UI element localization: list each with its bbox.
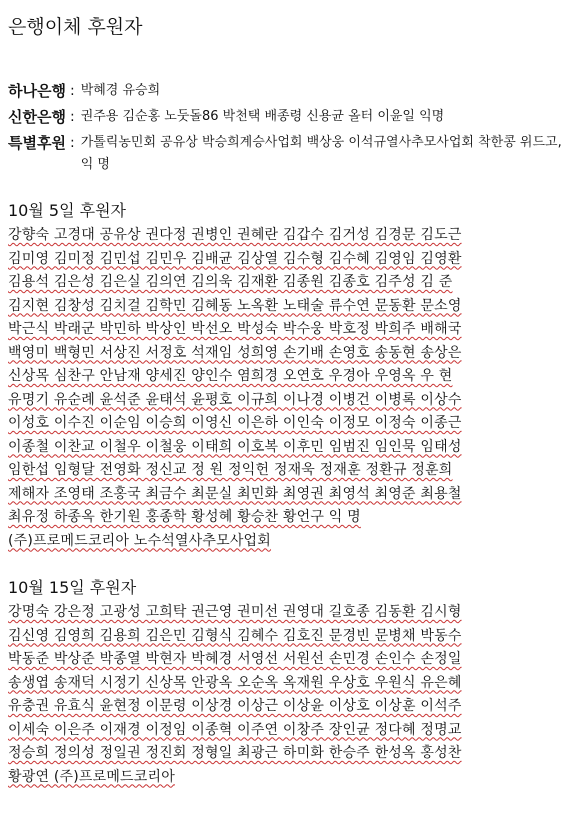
section-oct-15 — [8, 575, 578, 789]
donor-line: 김미영 김미정 김민섭 김민우 김배균 김상열 김수형 김수혜 김영임 김영환 — [8, 250, 462, 267]
donor-line: 백영미 백형민 서상진 서정호 석재임 성희영 손기배 손영호 송동현 송상은 — [8, 344, 462, 361]
bank-donors: 가톨릭농민회 공유상 박승희계승사업회 백상웅 이석규열사추모사업회 착한콩 위드고, 익 명 — [80, 135, 562, 172]
bank-name: 특별후원 — [8, 134, 66, 152]
bank-donors: 박혜경 유승희 — [80, 83, 161, 98]
donor-line: 박근식 박래군 박민하 박상인 박선오 박성숙 박수웅 박호정 박희주 배해국 — [8, 321, 462, 337]
donor-line: 이성호 이수진 이순임 이승희 이영신 이은하 이인숙 이정모 이정숙 이종근 — [8, 415, 462, 431]
donor-line: 신상목 심찬구 안남재 양세진 양인수 염희경 오연호 우경아 우영옥 우 현 — [8, 368, 453, 384]
colon: : — [69, 83, 75, 99]
section-title: 10월 5일 후원자 — [8, 201, 126, 220]
donor-line: 김지현 김창성 김치걸 김학민 김혜동 노옥환 노태술 류수연 문동환 문소영 — [8, 297, 462, 314]
section-title: 10월 15일 후원자 — [8, 578, 137, 597]
donor-name-list — [8, 224, 578, 553]
bank-name: 하나은행 — [8, 82, 66, 100]
donor-line: 유충권 유효식 윤현정 이문령 이상경 이상근 이상윤 이상호 이상훈 이석주 — [8, 698, 462, 714]
donor-line: 정승희 정의성 정일권 정진회 정형일 최광근 하미화 한승주 한성옥 홍성찬 — [8, 745, 462, 761]
donor-document — [8, 6, 578, 789]
donor-line: 유명기 유순례 윤석준 윤태석 윤평호 이규희 이나경 이병건 이병록 이상수 — [8, 391, 462, 408]
donor-line: 김신영 김영희 김용희 김은민 김형식 김혜수 김호진 문경빈 문병채 박동수 — [8, 627, 462, 644]
donor-line: (주)프로메드코리아 노수석열사추모사업회 — [8, 532, 272, 549]
bank-name: 신한은행 — [8, 108, 66, 126]
colon: : — [69, 135, 75, 151]
donor-line: 강명숙 강은정 고광성 고희탁 권근영 권미선 권영대 길호종 김동환 김시형 — [8, 604, 462, 620]
page-title: 은행이체 후원자 — [8, 16, 143, 38]
colon: : — [69, 109, 75, 125]
donor-line: 강향숙 고경대 공유상 권다정 권병인 권혜란 김갑수 김거성 김경문 김도근 — [8, 227, 462, 243]
donor-line: 이세숙 이은주 이재경 이정임 이종혁 이주연 이창주 장인균 정다혜 정명교 — [8, 721, 462, 738]
bank-donors: 권주용 김순홍 노둣돌86 박천택 배종령 신용균 올터 이윤일 익명 — [80, 109, 445, 124]
donor-line: 황광연 (주)프로메드코리아 — [8, 768, 175, 785]
donor-line: 송생엽 송재덕 시정기 신상목 안광옥 오순옥 옥재원 우상호 우원식 유은혜 — [8, 674, 462, 691]
donor-line: 임한섭 임형달 전영화 정신교 정 원 정익헌 정재욱 정재훈 정환규 정훈희 — [8, 462, 453, 478]
donor-line: 이종철 이찬교 이철우 이철웅 이태희 이호복 이후민 임범진 임인묵 임태성 — [8, 438, 462, 455]
donor-name-list — [8, 601, 578, 789]
donor-line: 박동준 박상준 박종열 박현자 박혜경 서영선 서원선 손민경 손인수 손정일 — [8, 651, 462, 667]
bank-row-shinhan — [8, 106, 578, 128]
donor-line: 제해자 조영태 조홍국 최금수 최문실 최민화 최영권 최영석 최영준 최용철 — [8, 485, 462, 502]
bank-transfer-list — [8, 80, 578, 176]
bank-row-hana — [8, 80, 578, 102]
donor-line: 김용석 김은성 김은실 김의연 김의욱 김재환 김종원 김종호 김주성 김 준 — [8, 274, 453, 290]
donor-line: 최유정 하종옥 한기원 홍종학 황성혜 황승찬 황언구 익 명 — [8, 509, 361, 525]
bank-row-special — [8, 132, 578, 176]
section-oct-5 — [8, 198, 578, 553]
